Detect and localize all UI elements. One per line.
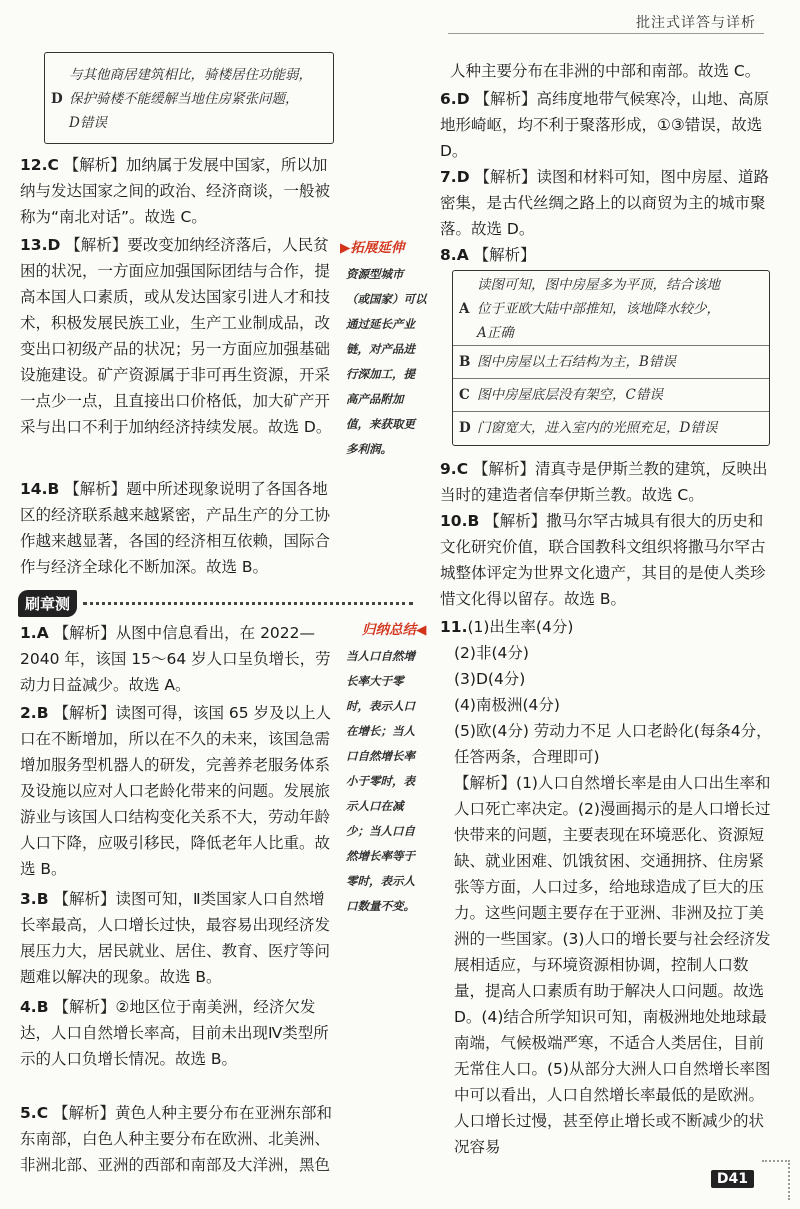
section-rule [83, 602, 413, 605]
answer-10: 10.B 【解析】撒马尔罕古城具有很大的历史和文化研究价值，联合国教科文组织将撒马尔罕古城整体评定为世界文化遗产，其目的是使人类珍惜文化得以留存。故选 B。 [440, 512, 766, 608]
note-marker: D [459, 420, 471, 436]
note-marker: A [459, 301, 470, 317]
note-marker: D [51, 91, 63, 107]
header-title: 批注式详答与详析 [636, 15, 756, 31]
answer-9: 9.C 【解析】清真寺是伊斯兰教的建筑，反映出当时的建造者信奉伊斯兰教。故选 C。 [440, 460, 768, 504]
note-row-a: A 读图可知，图中房屋多为平顶，结合该地 位于亚欧大陆中部推知，该地降水较少， A正确 [459, 277, 720, 341]
answer-s2: 2.B 【解析】读图可得，该国 65 岁及以上人口在不断增加，所以在不久的未来，该国急需增加服务型机器人的研发，完善养老服务体系及设施以应对人口老龄化带来的问题。发展旅游业与该国人口结构变化关系不大，劳动年龄人口下降，应吸引移民，降低老年人比重。故选 B。 [20, 704, 332, 878]
answer-5-continued: 人种主要分布在非洲的中部和南部。故选 C。 [450, 62, 761, 80]
side-note-extend: 资源型城市 （或国家）可以 通过延长产业 链，对产品进 行深加工，提 高产品附加 值，来获取更 多利润。 [346, 267, 427, 456]
side-note-title-extend: ▶拓展延伸 [340, 240, 405, 256]
note-box-top [44, 52, 334, 144]
answer-14: 14.B 【解析】题中所述现象说明了各国各地区的经济联系越来越紧密，产品生产的分工协作越来越显著，各国的经济相互依赖，国际合作与经济全球化不断加深。故选 B。 [20, 480, 331, 576]
corner-decoration [762, 1160, 790, 1200]
header-rule [448, 33, 764, 34]
note-line: D 保护骑楼不能缓解当地住房紧张问题， [45, 87, 333, 111]
note-line: 与其他商居建筑相比，骑楼居住功能弱， [69, 67, 312, 83]
note-box-8 [452, 270, 770, 446]
side-note-title-summary: 归纳总结◀ [362, 622, 427, 638]
answer-8: 8.A 【解析】 [440, 246, 536, 264]
note-line: D错误 [69, 115, 107, 131]
answer-6: 6.D 【解析】高纬度地带气候寒冷，山地、高原地形崎岖，均不利于聚落形成，①③错误，故选 D。 [440, 90, 770, 160]
section-header [18, 590, 413, 617]
answer-11: 11.(1)出生率(4分) (2)非(4分) (3)D(4分) (4)南极洲(4分) (5)欧(4分) 劳动力不足 人口老龄化(每条4分，任答两条，合理即可) 【解析】(1)人口自然增长率是由人口出生率和人口死亡率决定。(2)漫画揭示的是人口增长过快带来的问题，主要表现在环境恶化、资源短缺、就业困难、饥饿贫困、交通拥挤、住房紧张等方面，人口过多，给地球造成了巨大的压力。这些问题主要存在于亚洲、非洲及拉丁美洲的一些国家。(3)人口的增长要与社会经济发展相适应，与环境资源相协调，控制人口数量，提高人口素质有助于解决人口问题。故选 D。(4)结合所学知识可知，南极洲地处地球最南端，气候极端严寒，不适合人类居住，目前无常住人口。(5)从部分大洲人口自然增长率图中可以看出，人口自然增长率最低的是欧洲。人口增长过慢，甚至停止增长或不断减少的状况容易 [440, 618, 772, 1156]
answer-s3: 3.B 【解析】读图可知，Ⅱ类国家人口自然增长率最高，人口增长过快，最容易出现经济发展压力大，居民就业、居住、教育、医疗等问题难以解决的现象。故选 B。 [20, 890, 331, 986]
answer-s1: 1.A 【解析】从图中信息看出，在 2022—2040 年，该国 15～64 岁人口呈负增长，劳动力日益减少。故选 A。 [20, 624, 331, 694]
answer-s5: 5.C 【解析】黄色人种主要分布在亚洲东部和东南部，白色人种主要分布在欧洲、北美洲、非洲北部、亚洲的西部和南部及大洋洲，黑色 [20, 1104, 333, 1174]
answer-13: 13.D 【解析】要改变加纳经济落后，人民贫困的状况，一方面应加强国际团结与合作，提高本国人口素质，或从发达国家引进人才和技术，积极发展民族工业，生产工业制成品，改变出口初级产品的状况；另一方面应加强基础设施建设。矿产资源属于非可再生资源，开采一点少一点，且直接出口价格低，加大矿产开采与出口不利于加纳经济持续发展。故选 D。 [20, 236, 332, 436]
section-badge: 刷章测 [18, 590, 77, 617]
note-row-c: C 图中房屋底层没有架空，C错误 [453, 379, 769, 411]
answer-7: 7.D 【解析】读图和材料可知，图中房屋、道路密集，是古代丝绸之路上的以商贸为主的城市聚落。故选 D。 [440, 168, 770, 238]
answer-s4: 4.B 【解析】②地区位于南美洲，经济欠发达，人口自然增长率高，目前未出现Ⅳ类型所示的人口负增长情况。故选 B。 [20, 998, 329, 1068]
note-row-d: D 门窗宽大，进入室内的光照充足，D错误 [453, 412, 769, 440]
note-marker: B [459, 354, 471, 370]
side-note-summary: 当人口自然增 长率大于零 时，表示人口 在增长；当人 口自然增长率 小于零时，表 示人口在减 少；当人口自 然增长率等于 零时，表示人 口数量不变。 [346, 649, 415, 913]
answer-12: 12.C 【解析】加纳属于发展中国家，所以加纳与发达国家之间的政治、经济商谈，一般被称为“南北对话”。故选 C。 [20, 156, 331, 226]
page-number: D41 [711, 1170, 754, 1188]
note-marker: C [459, 387, 470, 403]
note-row-b: B 图中房屋以土石结构为主，B错误 [453, 346, 769, 378]
